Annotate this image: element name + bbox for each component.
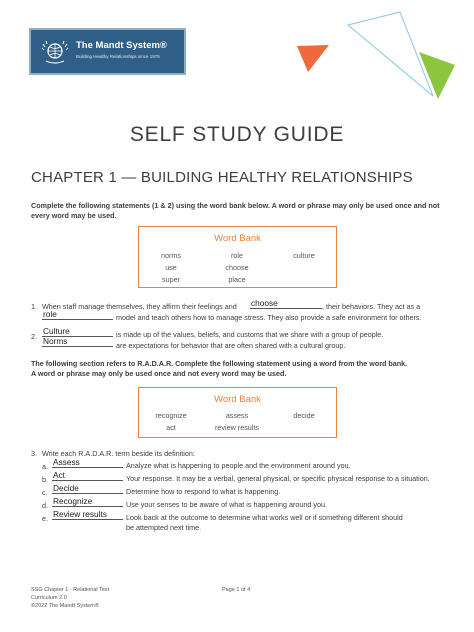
q2-answer-1[interactable]: Culture: [43, 326, 70, 336]
word-bank-word: role: [231, 251, 243, 260]
logo-name: The Mandt System®: [76, 40, 167, 51]
orange-triangle: [297, 45, 329, 72]
q3-answer[interactable]: Review results: [53, 509, 107, 519]
footer-info: SSG Chapter 1 - Relational Test Curriculum 2.0 ©2022 The Mandt System®: [31, 587, 110, 609]
q1-text: When staff manage themselves, they affirm their feelings and: [42, 302, 237, 311]
q3-item-letter: d.: [42, 501, 48, 510]
q2-answer-2[interactable]: Norms: [43, 336, 68, 346]
decorative-triangles: [280, 10, 474, 110]
q3-item-letter: e.: [42, 514, 48, 523]
q2-number: 2.: [31, 332, 37, 341]
word-bank-word: place: [228, 275, 246, 284]
word-bank-title: Word Bank: [214, 394, 261, 405]
logo-tagline: Building Healthy Relationships since 1975: [76, 54, 160, 59]
q3-definition: Determine how to respond to what is happening.: [126, 487, 281, 496]
globe-hands-icon: [40, 39, 70, 65]
word-bank-word: culture: [293, 251, 315, 260]
section1-instructions: Complete the following statements (1 & 2) using the word bank below. A word or phrase may only be used once and not every word may be used.: [31, 201, 440, 220]
q3-item-letter: c.: [42, 488, 48, 497]
word-bank-word: review results: [215, 423, 259, 432]
page-title: SELF STUDY GUIDE: [129, 123, 345, 146]
word-bank-title: Word Bank: [214, 233, 261, 244]
q3-definition: Your response. It may be a verbal, general physical, or specific physical response to a situation.: [126, 474, 430, 483]
q3-definition: Analyze what is happening to people and the environment around you.: [126, 461, 351, 470]
word-bank-word: super: [162, 275, 180, 284]
word-bank-1: [138, 226, 337, 288]
q3-item-letter: b.: [42, 475, 48, 484]
green-triangle: [419, 52, 455, 99]
q1-answer-1[interactable]: choose: [251, 298, 278, 308]
word-bank-word: assess: [225, 411, 249, 420]
q3-answer[interactable]: Act: [53, 470, 65, 480]
page-number: Page 1 of 4: [222, 587, 251, 593]
chapter-heading: CHAPTER 1 — BUILDING HEALTHY RELATIONSHIPS: [31, 169, 413, 186]
q1-number: 1.: [31, 302, 37, 311]
word-bank-2: [138, 387, 337, 438]
q1-answer-2[interactable]: role: [43, 309, 57, 319]
q3-prompt: Write each R.A.D.A.R. term beside its definition:: [42, 449, 195, 458]
word-bank-word: use: [165, 263, 177, 272]
word-bank-word: recognize: [155, 411, 187, 420]
q1-text: model and teach others how to manage stress. They also provide a safe environment for others.: [116, 313, 422, 322]
q3-definition: Use your senses to be aware of what is happening around you.: [126, 500, 327, 509]
word-bank-word: norms: [161, 251, 181, 260]
q2-text: are expectations for behavior that are often shared with a cultural group.: [116, 341, 346, 350]
mandt-logo: [29, 28, 186, 75]
q3-answer[interactable]: Recognize: [53, 496, 93, 506]
q3-answer[interactable]: Assess: [53, 457, 80, 467]
word-bank-word: decide: [293, 411, 315, 420]
word-bank-word: act: [166, 423, 176, 432]
q1-text: , their behaviors. They act as a: [322, 302, 421, 311]
word-bank-word: choose: [225, 263, 249, 272]
q2-text: is made up of the values, beliefs, and customs that we share with a group of people.: [116, 330, 384, 339]
q3-definition-continued: be attempted next time.: [126, 523, 202, 532]
q3-item-letter: a.: [42, 462, 48, 471]
q3-answer[interactable]: Decide: [53, 483, 79, 493]
q3-definition: Look back at the outcome to determine what works well or if something different should: [126, 513, 403, 522]
q3-number: 3.: [31, 449, 37, 458]
section2-instructions: The following section refers to R.A.D.A.R. Complete the following statement using a word from the word bank. A word or phrase may only be used once and not every word may be used.: [31, 359, 408, 378]
